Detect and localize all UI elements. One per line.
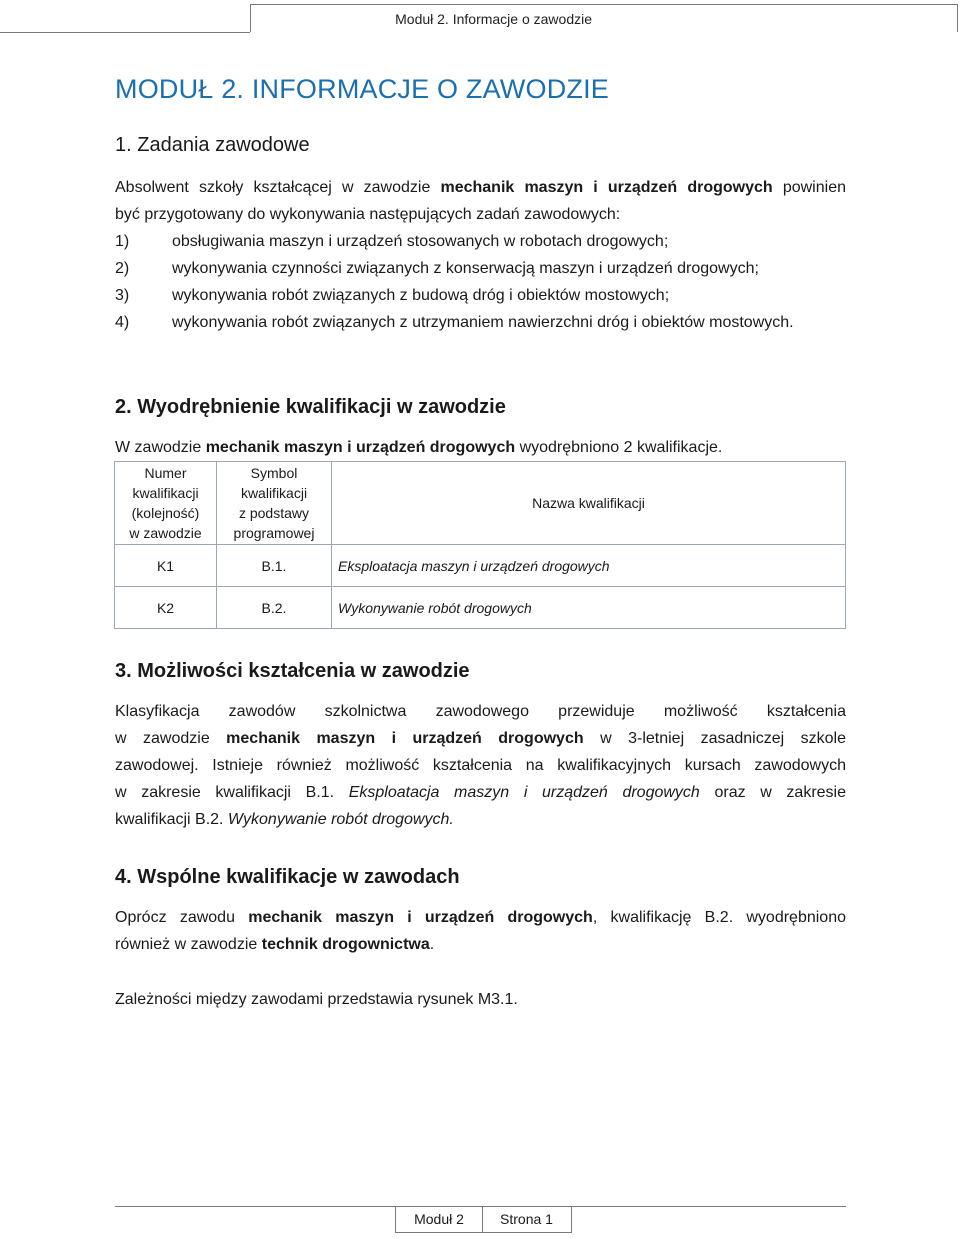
table-row bbox=[115, 587, 846, 629]
occupation-name: mechanik maszyn i urządzeń drogowych bbox=[226, 730, 584, 747]
text-span: oraz w zakresie bbox=[699, 784, 847, 801]
list-number: 2) bbox=[115, 260, 130, 277]
cell-number: K1 bbox=[115, 545, 217, 587]
header-line: kwalifikacji bbox=[240, 485, 308, 501]
intro-line-2: być przygotowany do wykonywania następujących zadań zawodowych: bbox=[115, 206, 621, 223]
paragraph-line: Zależności między zawodami przedstawia rysunek M3.1. bbox=[115, 991, 518, 1008]
footer-page-number: Strona 1 bbox=[482, 1206, 572, 1233]
list-item bbox=[115, 228, 846, 255]
running-header: Moduł 2. Informacje o zawodzie bbox=[395, 11, 592, 27]
section-4-body bbox=[115, 904, 846, 958]
table-header-row bbox=[115, 462, 846, 545]
column-header-name: Nazwa kwalifikacji bbox=[332, 462, 846, 545]
cell-name: Eksploatacja maszyn i urządzeń drogowych bbox=[332, 545, 846, 587]
intro-text: W zawodzie bbox=[115, 439, 206, 456]
header-frame bbox=[250, 4, 958, 32]
paragraph-line bbox=[115, 806, 846, 833]
list-item bbox=[115, 282, 846, 309]
paragraph-line bbox=[115, 725, 846, 752]
text-span: , kwalifikację B.2. wyodrębniono bbox=[592, 909, 847, 926]
list-text: wykonywania czynności związanych z konserwacją maszyn i urządzeń drogowych; bbox=[172, 260, 759, 277]
occupation-name: mechanik maszyn i urządzeń drogowych bbox=[248, 909, 593, 926]
paragraph-line bbox=[115, 779, 846, 806]
text-span: w 3-letniej zasadniczej szkole bbox=[583, 730, 846, 747]
cell-number: K2 bbox=[115, 587, 217, 629]
paragraph-line bbox=[115, 931, 846, 958]
column-header-number bbox=[115, 462, 217, 545]
list-item bbox=[115, 255, 846, 282]
list-number: 3) bbox=[115, 287, 130, 304]
page-title: MODUŁ 2. INFORMACJE O ZAWODZIE bbox=[115, 74, 610, 104]
text-span: w zakresie kwalifikacji B.1. bbox=[115, 784, 349, 801]
header-line: programowej bbox=[233, 525, 315, 541]
paragraph-line: Klasyfikacja zawodów szkolnictwa zawodowego przewiduje możliwość kształcenia bbox=[115, 703, 846, 720]
list-text: obsługiwania maszyn i urządzeń stosowanych w robotach drogowych; bbox=[172, 233, 669, 250]
section-1-heading: 1. Zadania zawodowe bbox=[115, 134, 310, 156]
intro-text-end: wyodrębniono 2 kwalifikacje. bbox=[515, 439, 723, 456]
task-list bbox=[115, 228, 846, 363]
list-text: wykonywania robót związanych z utrzymaniem nawierzchni dróg i obiektów mostowych. bbox=[172, 314, 794, 331]
section-3-heading: 3. Możliwości kształcenia w zawodzie bbox=[115, 660, 470, 682]
footer-module: Moduł 2 bbox=[395, 1206, 483, 1233]
occupation-name: technik drogownictwa bbox=[261, 936, 430, 953]
section-2-heading: 2. Wyodrębnienie kwalifikacji w zawodzie bbox=[115, 396, 506, 418]
header-line: Symbol bbox=[250, 465, 298, 481]
text-span: kwalifikacji B.2. bbox=[115, 811, 228, 828]
table-row bbox=[115, 545, 846, 587]
intro-text: Absolwent szkoły kształcącej w zawodzie bbox=[115, 179, 441, 196]
header-rule bbox=[0, 32, 250, 33]
figure-reference bbox=[115, 986, 846, 1013]
section-1-intro bbox=[115, 174, 846, 228]
section-4-heading: 4. Wspólne kwalifikacje w zawodach bbox=[115, 866, 460, 888]
list-number: 4) bbox=[115, 314, 130, 331]
text-span: w zawodzie bbox=[115, 730, 227, 747]
cell-symbol: B.1. bbox=[217, 545, 332, 587]
section-3-body bbox=[115, 698, 846, 833]
header-line: z podstawy bbox=[238, 505, 310, 521]
cell-name: Wykonywanie robót drogowych bbox=[332, 587, 846, 629]
intro-text-end: powinien bbox=[772, 179, 846, 196]
header-line: (kolejność) bbox=[131, 505, 200, 521]
header-line: kwalifikacji bbox=[132, 485, 199, 501]
header-line: Numer bbox=[144, 465, 187, 481]
text-span: Oprócz zawodu bbox=[115, 909, 249, 926]
list-item bbox=[115, 309, 846, 363]
text-span: również w zawodzie bbox=[115, 936, 262, 953]
list-number: 1) bbox=[115, 233, 130, 250]
paragraph-line: zawodowej. Istnieje również możliwość kształcenia na kwalifikacyjnych kursach zawodowych bbox=[115, 757, 846, 774]
qualifications-table bbox=[114, 461, 846, 629]
occupation-name: mechanik maszyn i urządzeń drogowych bbox=[440, 179, 773, 196]
list-text: wykonywania robót związanych z budową dróg i obiektów mostowych; bbox=[172, 287, 670, 304]
text-span: . bbox=[429, 936, 435, 953]
cell-symbol: B.2. bbox=[217, 587, 332, 629]
header-line: w zawodzie bbox=[129, 525, 202, 541]
qualification-name: Eksploatacja maszyn i urządzeń drogowych bbox=[348, 784, 700, 801]
qualification-name: Wykonywanie robót drogowych. bbox=[227, 811, 454, 828]
column-header-symbol bbox=[217, 462, 332, 545]
paragraph-line bbox=[115, 904, 846, 931]
section-2-intro bbox=[115, 434, 846, 461]
occupation-name: mechanik maszyn i urządzeń drogowych bbox=[205, 439, 516, 456]
